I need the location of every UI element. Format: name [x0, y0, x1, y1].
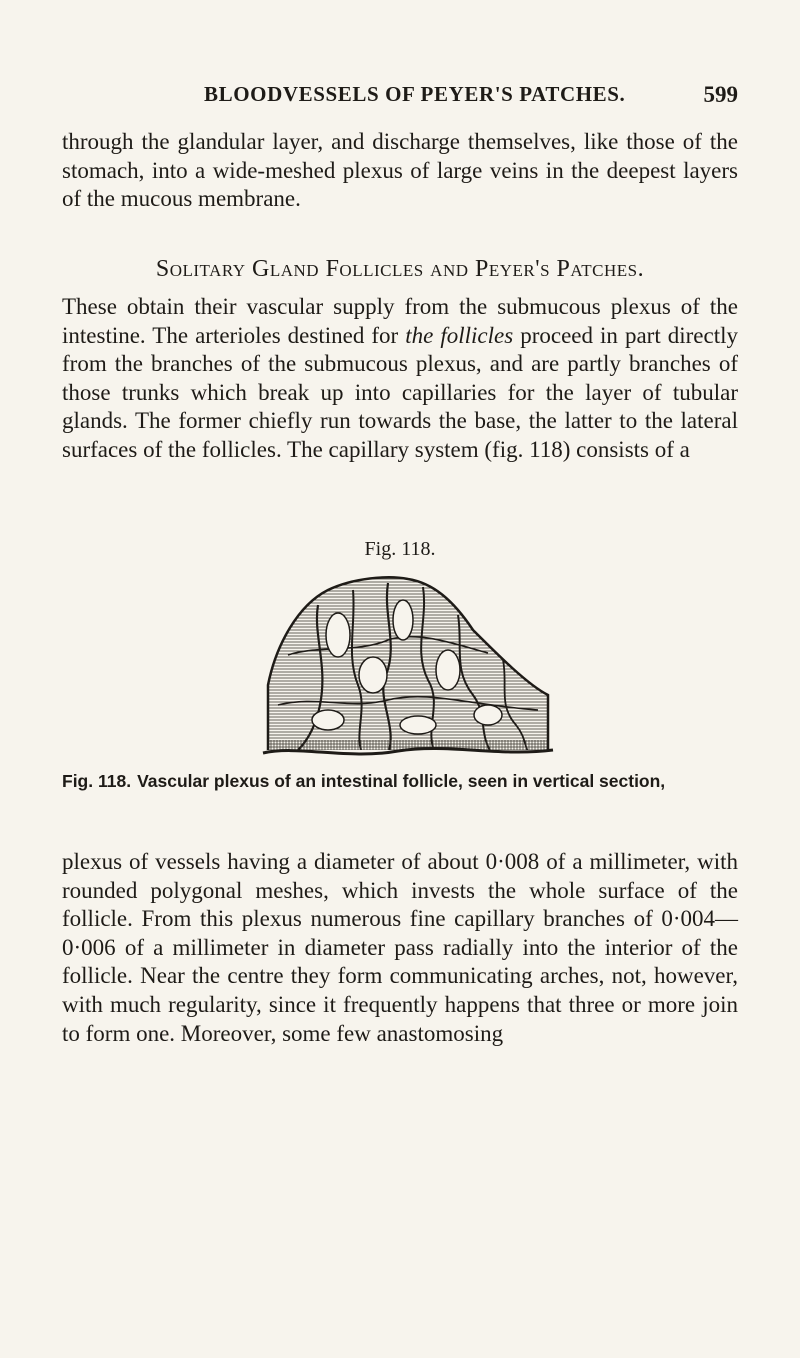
- page-header: [62, 82, 738, 114]
- figure-label: Fig. 118.: [364, 538, 436, 560]
- caption-text: Vascular plexus of an intestinal follicle, seen in vertical section,: [137, 771, 666, 791]
- paragraph-plexus: plexus of vessels having a diameter of about 0·008 of a millimeter, with rounded polygonal meshes, which invests the whole surface of the follicle. From this plexus numerous fine capillary branches of 0·004—0·006 of a millimeter in diameter pass radially into the interior of the follicle. Near the centre they form communicating arches, not, however, with much regularity, since it frequently happens that three or more join to form one. Moreover, some few anastomosing: [62, 849, 738, 1046]
- paragraph-text-end: proceed in part directly from the branches of the submucous plexus, and are partly branches of those trunks which break up into capillaries for the layer of tubular glands. The former chiefly run towards the base, the latter to the lateral surfaces of the follicles. The capillary system (fig. 118) consists of a: [62, 322, 738, 462]
- caption-label: Fig. 118.: [62, 771, 132, 791]
- page-number: 599: [703, 82, 738, 107]
- follicle-engraving: [258, 575, 558, 765]
- paragraph-follicles: [62, 293, 738, 465]
- italic-term: the follicles: [405, 322, 514, 348]
- paragraph-continued: through the glandular layer, and discharge themselves, like those of the stomach, into a wide-meshed plexus of large veins in the deepest layers of the mucous membrane.: [62, 129, 738, 212]
- section-heading: Solitary Gland Follicles and Peyer's Patches.: [155, 256, 645, 282]
- paragraph-text-start: These obtain their vascular supply from the submucous plexus of the intestine. The arterioles destined for: [62, 294, 738, 348]
- follicle-illustration: [258, 575, 558, 765]
- figure-caption: [62, 771, 752, 792]
- running-head: BLOODVESSELS OF PEYER'S PATCHES.: [204, 82, 626, 106]
